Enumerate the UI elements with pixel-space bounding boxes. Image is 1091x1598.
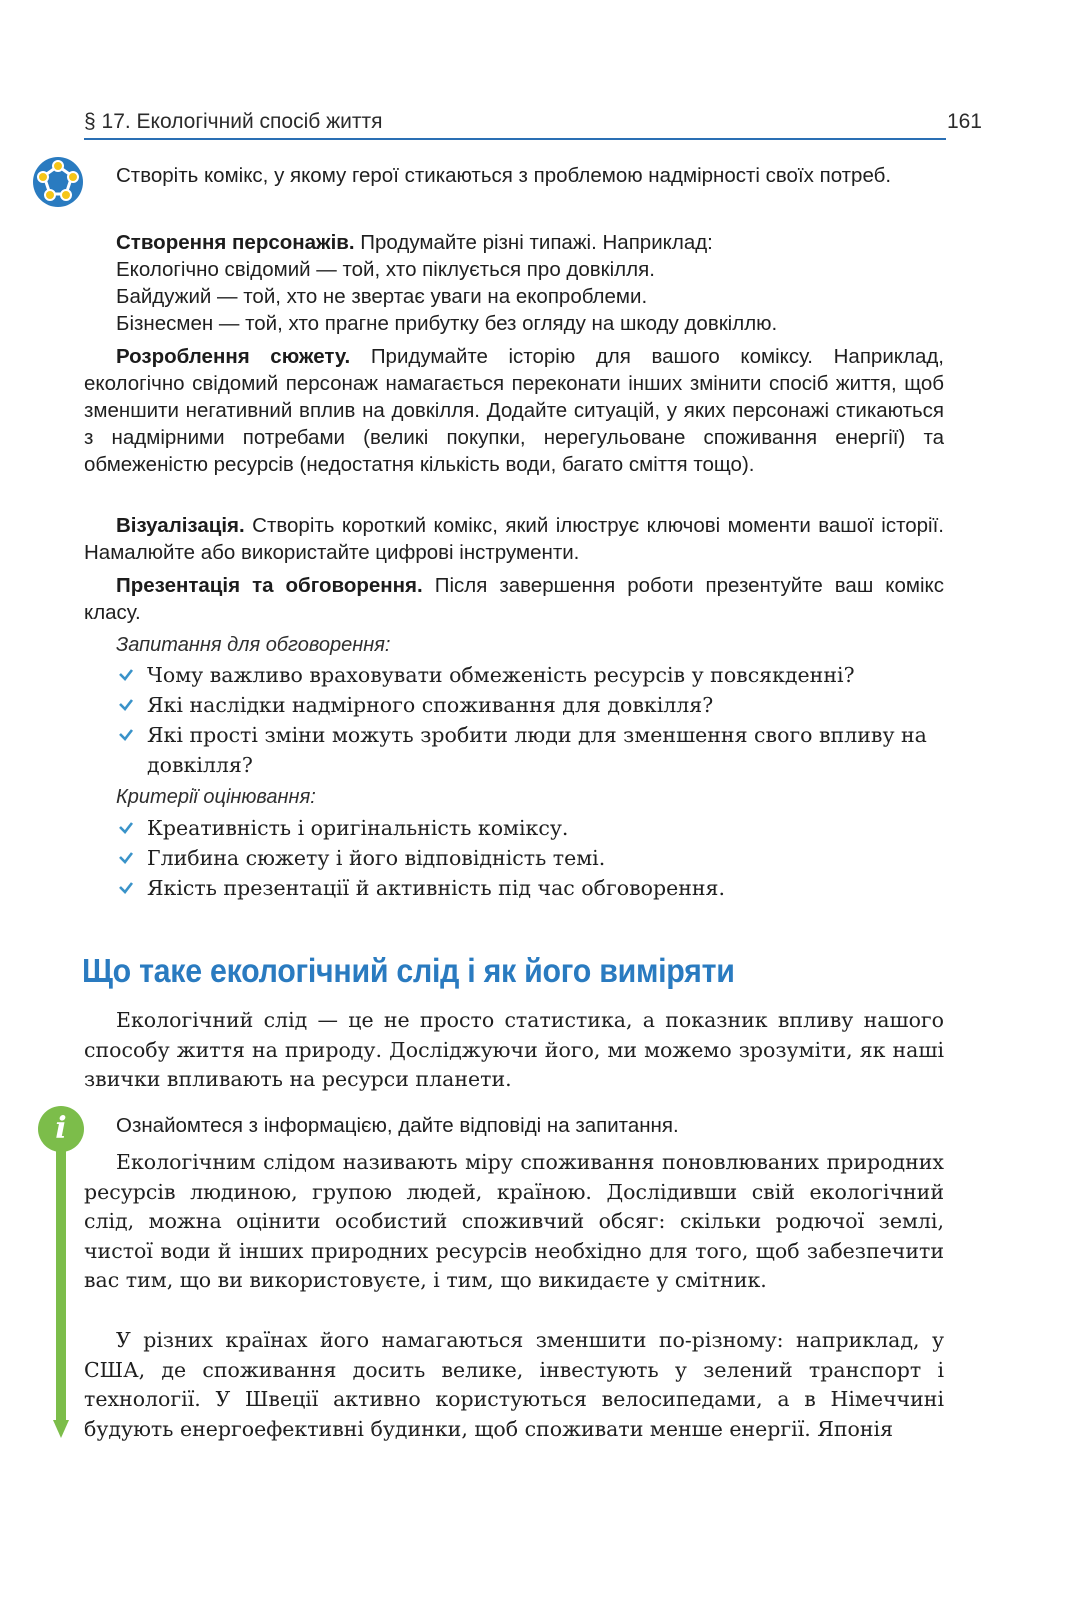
section-intro: Екологічний слід — це не просто статистика, а показник впливу нашого способу життя на природу. Досліджуючи його, ми можемо зрозуміти, як наші звички впливають на ресурси планети. xyxy=(84,1008,944,1091)
list-item xyxy=(84,813,944,843)
criterion-text: Якість презентації й активність під час обговорення. xyxy=(147,876,725,900)
check-icon xyxy=(118,698,134,712)
list-item xyxy=(84,720,944,780)
check-icon xyxy=(118,668,134,682)
plot-paragraph xyxy=(84,343,944,478)
present-label: Презентація та обговорення. xyxy=(116,574,423,597)
activity-icon xyxy=(32,156,84,208)
info-paragraph-1: Екологічним слідом називають міру споживання поновлюваних природних ресурсів людиною, групою людей, країною. Дослідивши свій екологічний слід, можна оцінити особистий споживчий обсяг: скільки родючої землі, чистої води й інших природних ресурсів необхідно для того, щоб забезпечити вас тим, що ви використовуєте, і тим, що викидаєте у смітник. xyxy=(84,1150,944,1292)
page-number: 161 xyxy=(946,110,982,133)
character-type-1: Екологічно свідомий — той, хто піклується про довкілля. xyxy=(116,258,655,281)
criterion-text: Креативність і оригінальність коміксу. xyxy=(147,816,569,840)
chapter-title: § 17. Екологічний спосіб життя xyxy=(84,110,383,133)
characters-text: Продумайте різні типажі. Наприклад: xyxy=(360,231,713,254)
questions-label: Запитання для обговорення: xyxy=(116,634,391,656)
present-text: Після завершення роботи презентуйте ваш комікс класу. xyxy=(84,574,944,624)
plot-label: Розроблення сюжету. xyxy=(116,345,351,368)
task-intro: Створіть комікс, у якому герої стикаються з проблемою надмірності своїх потреб. xyxy=(116,164,892,187)
page-header xyxy=(84,106,982,138)
info-bar-tip xyxy=(53,1420,69,1438)
list-item xyxy=(84,873,944,903)
info-bar xyxy=(56,1150,66,1420)
info-instruction: Ознайомтеся з інформацією, дайте відповіді на запитання. xyxy=(116,1114,679,1137)
check-icon xyxy=(118,851,134,865)
check-icon xyxy=(118,881,134,895)
info-icon: i xyxy=(38,1106,84,1152)
character-type-2: Байдужий — той, хто не звертає уваги на екопроблеми. xyxy=(116,285,648,308)
criteria-list xyxy=(84,813,944,903)
question-text: Чому важливо враховувати обмеженість ресурсів у повсякденні? xyxy=(147,663,855,687)
list-item xyxy=(84,843,944,873)
questions-list xyxy=(84,660,944,780)
section-title: Що таке екологічний слід і як його виміряти xyxy=(82,952,735,989)
present-paragraph xyxy=(84,572,944,626)
question-text: Які наслідки надмірного споживання для довкілля? xyxy=(147,693,714,717)
characters-label: Створення персонажів. xyxy=(116,231,355,254)
list-item xyxy=(84,660,944,690)
characters-block xyxy=(84,229,944,337)
info-paragraph-2: У різних країнах його намагаються зменшити по-різному: наприклад, у США, де споживання досить велике, інвестують у зелений транспорт і технології. У Швеції активно користуються велосипедами, а в Німеччині будують енергоефективні будинки, щоб споживати менше енергії. Японія xyxy=(84,1328,944,1441)
list-item xyxy=(84,690,944,720)
plot-text: Придумайте історію для вашого коміксу. Наприклад, екологічно свідомий персонаж намагається переконати інших змінити спосіб життя, щоб зменшити негативний вплив на довкілля. Додайте ситуацій, у яких персонажі стикаються з надмірними потребами (великі покупки, нерегульоване споживання енергії) та обмеженістю ресурсів (недостатня кількість води, багато сміття тощо). xyxy=(84,345,944,476)
criteria-label: Критерії оцінювання: xyxy=(116,786,316,808)
visual-text: Створіть короткий комікс, який ілюструє ключові моменти вашої історії. Намалюйте або використайте цифрові інструменти. xyxy=(84,514,944,564)
question-text: Які прості зміни можуть зробити люди для зменшення свого впливу на довкілля? xyxy=(147,723,927,777)
check-icon xyxy=(118,821,134,835)
criterion-text: Глибина сюжету і його відповідність темі. xyxy=(147,846,606,870)
visual-paragraph xyxy=(84,512,944,566)
character-type-3: Бізнесмен — той, хто прагне прибутку без огляду на шкоду довкіллю. xyxy=(116,312,778,335)
visual-label: Візуалізація. xyxy=(116,514,245,537)
check-icon xyxy=(118,728,134,742)
header-rule xyxy=(84,138,946,140)
